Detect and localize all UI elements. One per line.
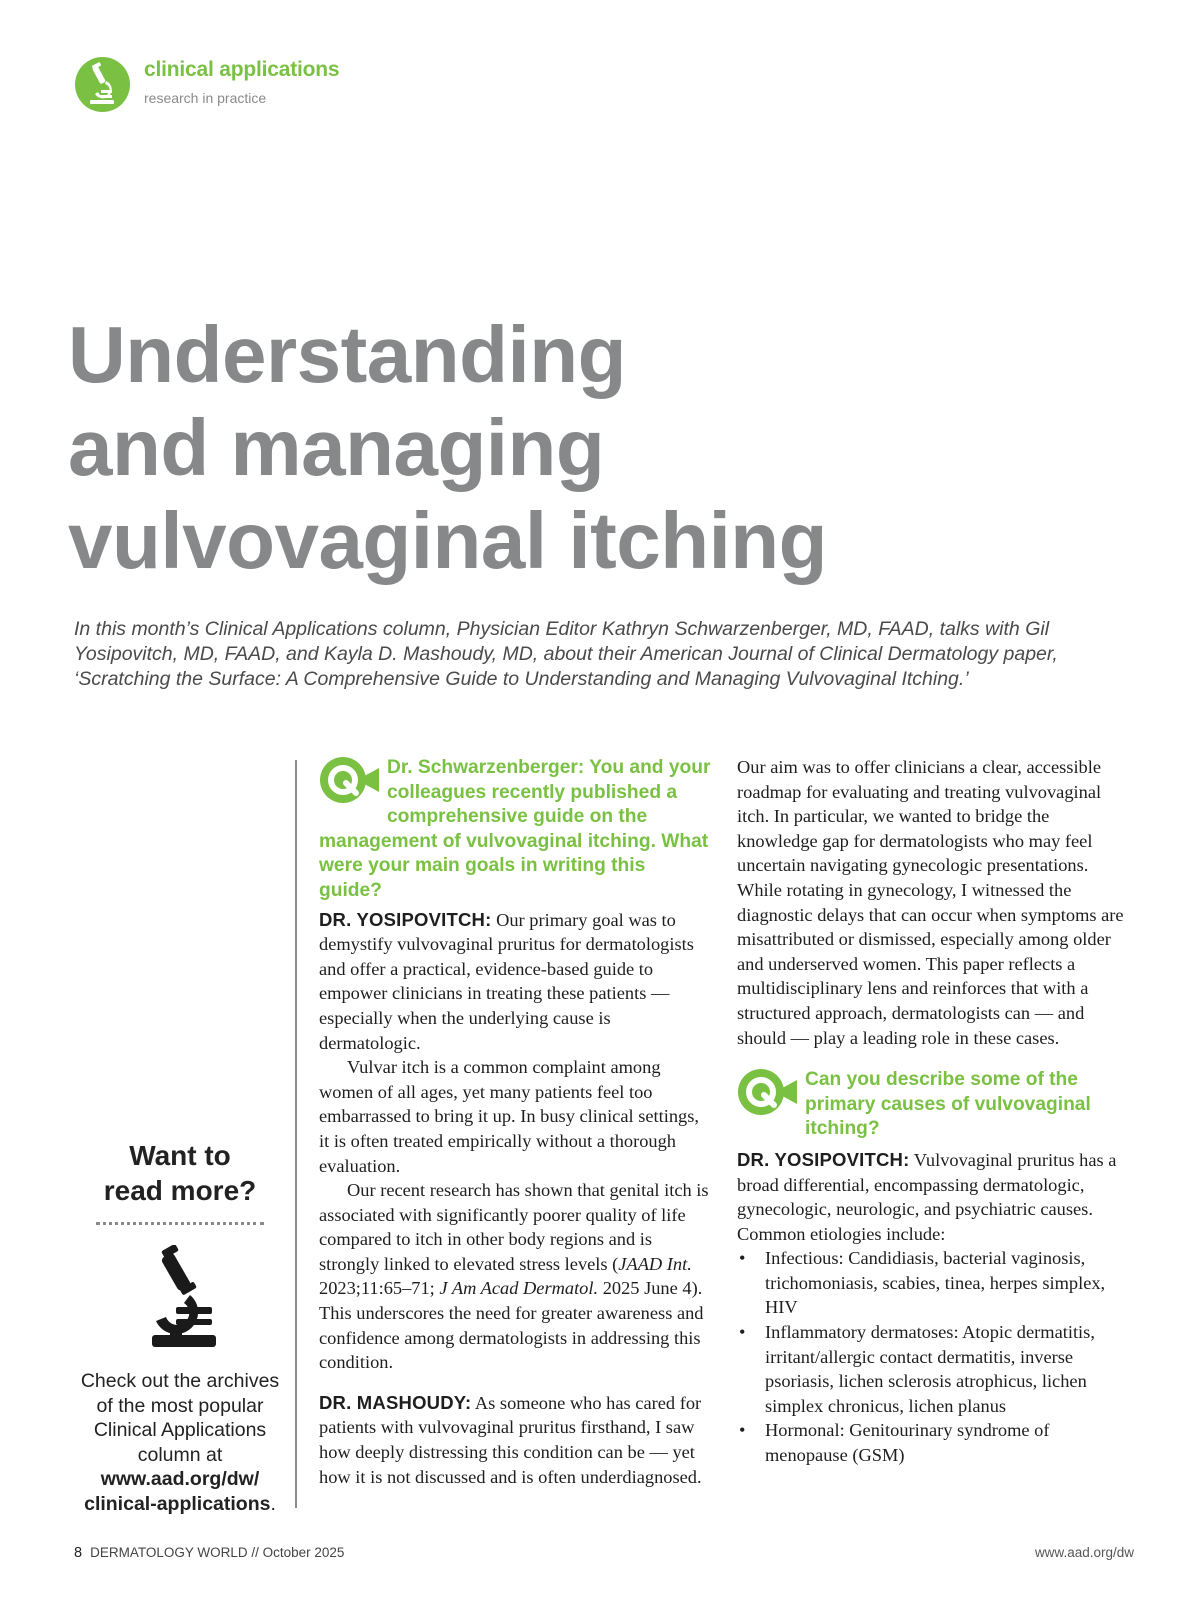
sidebar-heading-line-2: read more? bbox=[103, 1175, 257, 1206]
question-1-text: Dr. Schwarzenberger: You and your colleagues recently published a comprehensive guide on the management of vulvovaginal itching. What were your main goals in writing this guide? bbox=[319, 757, 711, 901]
headline-line-2: and managing bbox=[68, 403, 605, 492]
section-title: clinical applications bbox=[144, 58, 340, 81]
read-more-sidebar bbox=[80, 1138, 280, 1516]
citation-journal-1: JAAD Int. bbox=[618, 1253, 692, 1274]
paragraph-text: 2023;11:65–71; bbox=[319, 1278, 440, 1299]
headline-line-1: Understanding bbox=[68, 310, 626, 399]
paragraph-text: 2025 June 4). This underscores the need for greater awareness and confidence among dermatologists in addressing this condition. bbox=[319, 1278, 704, 1373]
answer-text: Our primary goal was to demystify vulvovaginal pruritus for dermatologists and offer a practical, evidence-based guide to empower clinicians in treating these patients — especially when the underlying cause is dermatologic. bbox=[319, 909, 694, 1053]
list-item: • Infectious: Candidiasis, bacterial vaginosis, trichomoniasis, scabies, tinea, herpes simplex, HIV bbox=[737, 1246, 1132, 1320]
question-2-text: Can you describe some of the primary causes of vulvovaginal itching? bbox=[805, 1069, 1091, 1140]
answer-3-paragraph bbox=[737, 1148, 1132, 1246]
sidebar-text bbox=[80, 1369, 280, 1516]
speaker-label: DR. MASHOUDY: bbox=[319, 1391, 472, 1413]
sidebar-link-period: . bbox=[270, 1492, 276, 1515]
question-1 bbox=[319, 756, 711, 904]
citation-journal-2: J Am Acad Dermatol. bbox=[439, 1278, 599, 1299]
question-2 bbox=[737, 1068, 1132, 1142]
spacer bbox=[319, 1375, 711, 1391]
speaker-label: DR. YOSIPOVITCH: bbox=[319, 908, 492, 930]
footer-left bbox=[74, 1545, 344, 1561]
sidebar-link[interactable]: www.aad.org/dw/ clinical-applications bbox=[84, 1468, 271, 1515]
dotted-divider bbox=[96, 1222, 264, 1225]
answer-1-paragraph-3 bbox=[319, 1178, 711, 1375]
microscope-icon bbox=[75, 57, 130, 112]
list-item: • Inflammatory dermatoses: Atopic dermatitis, irritant/allergic contact dermatitis, inverse psoriasis, lichen sclerosis atrophicus, lichen simplex chronicus, lichen planus bbox=[737, 1320, 1132, 1418]
q-badge-icon bbox=[319, 756, 381, 806]
article-column-1 bbox=[319, 756, 711, 1489]
answer-text: As someone who has cared for patients with vulvovaginal pruritus firsthand, I saw how deeply distressing this condition can be — yet how it is not discussed and is often underdiagnosed. bbox=[319, 1392, 702, 1487]
causes-list bbox=[737, 1246, 1132, 1467]
answer-2-continuation: Our aim was to offer clinicians a clear, accessible roadmap for evaluating and treating vulvovaginal itch. In particular, we wanted to bridge the knowledge gap for dermatologists who may feel uncertain navigating gynecologic presentations. While rotating in gynecology, I witnessed the diagnostic delays that can occur when symptoms are misattributed or dismissed, especially among older and underserved women. This paper reflects a multidisciplinary lens and reinforces that with a structured approach, dermatologists can — and should — play a leading role in these cases. bbox=[737, 757, 1124, 1048]
page-number: 8 bbox=[74, 1545, 83, 1561]
speaker-label: DR. YOSIPOVITCH: bbox=[737, 1148, 910, 1170]
q-bubble-icon bbox=[737, 1068, 799, 1118]
article-dek: In this month’s Clinical Applications column, Physician Editor Kathryn Schwarzenberger, MD, FAAD, talks with Gil Yosipovitch, MD, FAAD, and Kayla D. Mashoudy, MD, about their American Journal of Clinical Dermatology paper, ‘Scratching the Surface: A Comprehensive Guide to Understanding and Managing Vulvovaginal Itching.’ bbox=[74, 618, 1058, 690]
answer-1-paragraph-2: Vulvar itch is a common complaint among women of all ages, yet many patients feel too embarrassed to bring it up. In busy clinical settings, it is often treated empirically without a thorough evaluation. bbox=[319, 1057, 699, 1176]
microscope-icon bbox=[142, 1245, 218, 1353]
publication-info: DERMATOLOGY WORLD // October 2025 bbox=[90, 1545, 345, 1560]
section-badge bbox=[75, 57, 130, 112]
q-bubble-icon bbox=[319, 756, 381, 806]
sidebar-heading-line-1: Want to bbox=[129, 1140, 231, 1171]
answer-text: Vulvovaginal pruritus has a broad differential, encompassing dermatologic, gynecologic, neurologic, and psychiatric causes. Common etiologies include: bbox=[737, 1149, 1117, 1244]
paragraph-text: Our recent research has shown that genital itch is associated with significantly poorer quality of life compared to itch in other body regions and is strongly linked to elevated stress levels ( bbox=[319, 1180, 709, 1274]
sidebar-description: Check out the archives of the most popular Clinical Applications column at bbox=[80, 1370, 280, 1466]
answer-2-paragraph bbox=[319, 1391, 711, 1489]
column-divider bbox=[295, 760, 297, 1508]
sidebar-heading bbox=[80, 1138, 280, 1208]
headline-line-3: vulvovaginal itching bbox=[68, 496, 828, 585]
answer-1-paragraph-1 bbox=[319, 908, 711, 1056]
footer-url[interactable]: www.aad.org/dw bbox=[1034, 1545, 1134, 1560]
article-headline bbox=[68, 308, 827, 587]
section-subtitle: research in practice bbox=[144, 90, 267, 106]
q-badge-icon bbox=[737, 1068, 799, 1118]
article-column-2 bbox=[737, 755, 1132, 1468]
list-item: • Hormonal: Genitourinary syndrome of menopause (GSM) bbox=[737, 1418, 1132, 1467]
